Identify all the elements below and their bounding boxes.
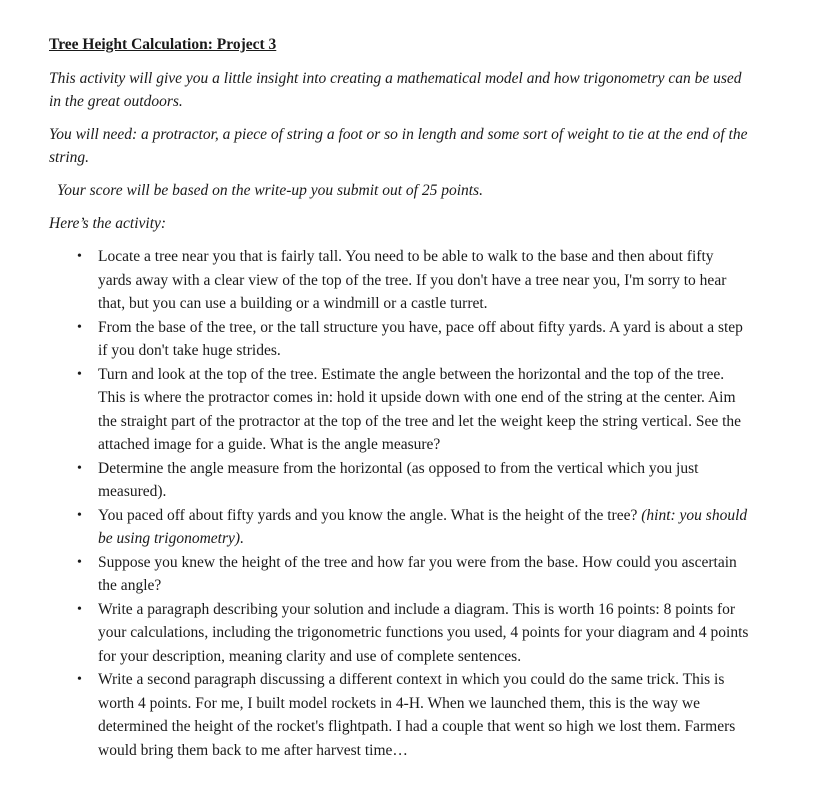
intro-paragraph: This activity will give you a little insight into creating a mathematical model and how trigonometry can be used in the great outdoors. — [49, 70, 742, 110]
bullet-icon: • — [77, 554, 82, 570]
step-text: Write a paragraph describing your solution and include a diagram. This is worth 16 points: 8 points for your calculations, including the trigonometric functions you used, 4 points for your diagram and 4 points for your description, meaning clarity and use of complete sentences. — [98, 600, 749, 665]
list-item — [77, 668, 749, 762]
bullet-icon: • — [77, 366, 82, 382]
list-item — [77, 504, 749, 551]
list-item — [77, 316, 749, 363]
step-text: Suppose you knew the height of the tree and how far you were from the base. How could you ascertain the angle? — [98, 553, 737, 594]
bullet-icon: • — [77, 601, 82, 617]
activity-steps-list — [49, 245, 749, 762]
step-text: You paced off about fifty yards and you know the angle. What is the height of the tree? — [98, 506, 642, 524]
bullet-icon: • — [77, 507, 82, 523]
list-item — [77, 598, 749, 669]
step-text: Write a second paragraph discussing a different context in which you could do the same trick. This is worth 4 points. For me, I built model rockets in 4-H. When we launched them, this is the way we determined the height of the rocket's flightpath. I had a couple that went so high we lost them. Farmers would bring them back to me after harvest time… — [98, 671, 736, 759]
list-item — [77, 457, 749, 504]
bullet-icon: • — [77, 460, 82, 476]
document-page — [49, 35, 749, 762]
score-paragraph: Your score will be based on the write-up you submit out of 25 points. — [57, 182, 483, 199]
list-item — [77, 363, 749, 457]
list-item — [77, 245, 749, 316]
list-item — [77, 551, 749, 598]
document-title: Tree Height Calculation: Project 3 — [49, 36, 277, 53]
step-text: Determine the angle measure from the horizontal (as opposed to from the vertical which you just measured). — [98, 459, 699, 500]
bullet-icon: • — [77, 249, 82, 264]
materials-paragraph: You will need: a protractor, a piece of string a foot or so in length and some sort of weight to tie at the end of the string. — [49, 126, 748, 166]
step-text: Locate a tree near you that is fairly tall. You need to be able to walk to the base and then about fifty yards away with a clear view of the top of the tree. If you don't have a tree near you, I'm sorry to hear that, but you can use a building or a windmill or a castle turret. — [98, 248, 727, 312]
bullet-icon: • — [77, 319, 82, 335]
activity-lead: Here’s the activity: — [49, 215, 167, 232]
step-text: Turn and look at the top of the tree. Estimate the angle between the horizontal and the top of the tree. This is where the protractor comes in: hold it upside down with one end of the string at the center. Aim the straight part of the protractor at the top of the tree and let the weight keep the string vertical. See the attached image for a guide. What is the angle measure? — [98, 365, 742, 453]
step-hint: (hint: you should be using trigonometry). — [98, 506, 748, 547]
step-text: From the base of the tree, or the tall structure you have, pace off about fifty yards. A yard is about a step if you don't take huge strides. — [98, 318, 743, 359]
bullet-icon: • — [77, 672, 82, 687]
